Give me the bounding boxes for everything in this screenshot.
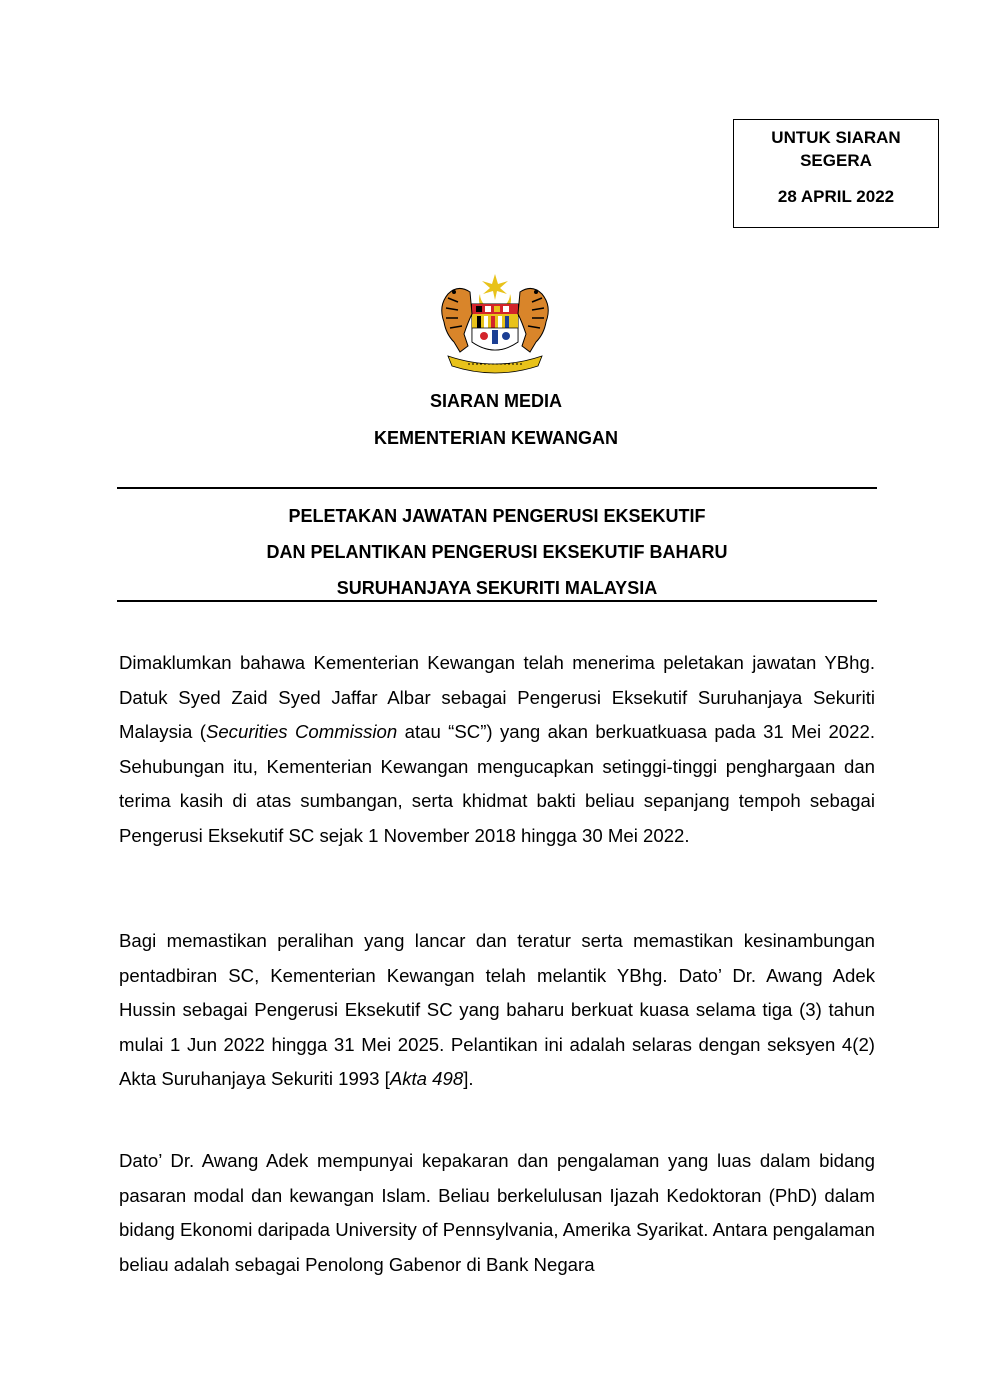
paragraph-1-text-b: atau “SC”) yang akan berkuatkuasa pada 31 Mei 2022. Sehubungan itu, Kementerian Kewangan mengucapkan setinggi-tinggi penghargaan dan terima kasih di atas sumbangan, serta khidmat bakti beliau sepanjang tempoh sebagai Pengerusi Eksekutif SC sejak 1 November 2018 hingga 30 Mei 2022. (119, 721, 875, 846)
release-notice-line2: SEGERA (800, 151, 872, 170)
title-bottom-rule (117, 600, 877, 602)
title-line-2: DAN PELANTIKAN PENGERUSI EKSEKUTIF BAHARU (266, 542, 728, 562)
paragraph-appointment (119, 924, 875, 1097)
title-line-1: PELETAKAN JAWATAN PENGERUSI EKSEKUTIF (288, 506, 706, 526)
release-notice-line1: UNTUK SIARAN (771, 128, 901, 147)
ministry-heading: KEMENTERIAN KEWANGAN (373, 428, 618, 448)
paragraph-1-text-a: Dimaklumkan bahawa Kementerian Kewangan telah menerima peletakan jawatan YBhg. Datuk Syed Zaid Syed Jaffar Albar sebagai Pengerusi Eksekutif Suruhanjaya Sekuriti Malaysia ( (119, 652, 875, 742)
paragraph-background: Dato’ Dr. Awang Adek mempunyai kepakaran dan pengalaman yang luas dalam bidang pasaran modal dan kewangan Islam. Beliau berkelulusan Ijazah Kedoktoran (PhD) dalam bidang Ekonomi daripada University of Pennsylvania, Amerika Syarikat. Antara pengalaman beliau adalah sebagai Penolong Gabenor di Bank Negara (119, 1150, 875, 1275)
paragraph-2-text-b: ]. (463, 1068, 474, 1089)
malaysia-coat-of-arms-icon (428, 272, 562, 374)
paragraph-1-italic: Securities Commission (205, 721, 398, 742)
paragraph-2-text-a: Bagi memastikan peralihan yang lancar dan teratur serta memastikan kesinambungan pentadbiran SC, Kementerian Kewangan telah melantik YBhg. Dato’ Dr. Awang Adek Hussin sebagai Pengerusi Eksekutif SC yang baharu berkuat kuasa selama tiga (3) tahun mulai 1 Jun 2022 hingga 31 Mei 2025. Pelantikan ini adalah selaras dengan seksyen 4(2) Akta Suruhanjaya Sekuriti 1993 [ (119, 930, 875, 1089)
paragraph-2-italic: Akta 498 (389, 1068, 464, 1089)
media-heading: SIARAN MEDIA (429, 391, 562, 411)
paragraph-resignation (119, 646, 875, 853)
title-top-rule (117, 487, 877, 489)
release-date: 28 APRIL 2022 (777, 187, 895, 206)
title-line-3: SURUHANJAYA SEKURITI MALAYSIA (336, 578, 658, 598)
release-notice-box (733, 119, 939, 228)
